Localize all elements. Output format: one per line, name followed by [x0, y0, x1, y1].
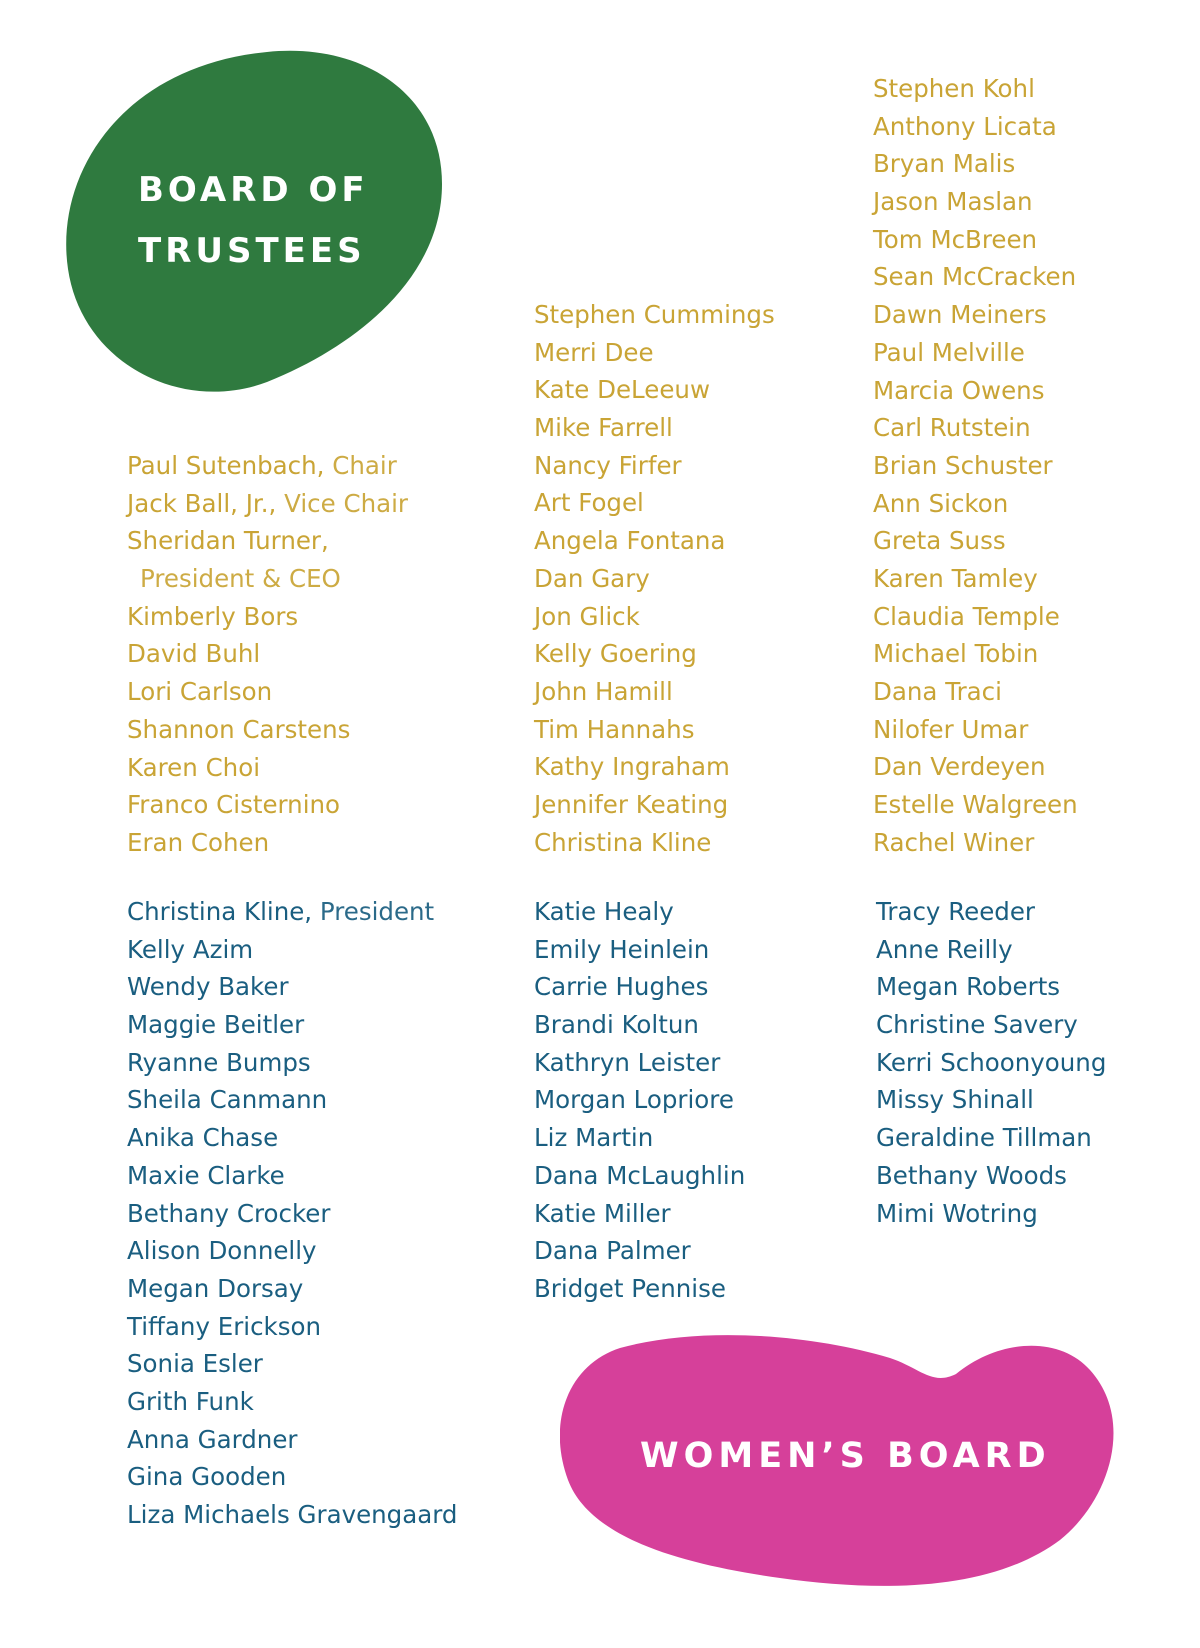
member-role: Vice Chair: [276, 488, 409, 518]
member-item: Anne Reilly: [876, 934, 1013, 964]
member-item: Stephen Cummings: [534, 300, 775, 329]
member-item: Brandi Koltun: [534, 1010, 699, 1040]
member-item: Jon Glick: [534, 601, 640, 631]
womens-column-3: [876, 893, 1106, 1232]
member-item: Dawn Meiners: [873, 300, 1047, 330]
member-item: [127, 673, 408, 711]
member-name: Franco Cisternino: [127, 790, 341, 820]
member-item: Anthony Licata: [873, 111, 1057, 141]
womens-column-2: [534, 893, 745, 1308]
member-name: Lori Carlson: [127, 677, 273, 707]
member-item: Christina Kline: [534, 827, 712, 857]
member-item: Kate DeLeeuw: [534, 375, 710, 405]
member-role: Chair: [324, 451, 397, 480]
member-name: Grith Funk: [127, 1386, 254, 1416]
member-item: Megan Roberts: [876, 972, 1061, 1002]
member-item: Estelle Walgreen: [873, 790, 1078, 820]
member-name: Tiffany Erickson: [127, 1311, 322, 1341]
member-item: Bryan Malis: [873, 149, 1016, 179]
trustees-column-1: [127, 447, 408, 862]
member-name: Christina Kline,: [127, 897, 313, 926]
trustees-column-2: [534, 296, 775, 861]
member-name: Jack Ball, Jr.,: [127, 488, 277, 518]
member-item: [127, 598, 408, 636]
member-item: Liz Martin: [534, 1123, 654, 1153]
member-name: Liza Michaels Gravengaard: [127, 1500, 458, 1529]
member-item: [127, 893, 457, 931]
member-item: [127, 1345, 457, 1383]
member-item: [127, 1270, 457, 1308]
member-item: Tom McBreen: [873, 224, 1038, 254]
member-name: Eran Cohen: [127, 827, 270, 857]
member-item: Paul Melville: [873, 337, 1025, 367]
member-item: Katie Miller: [534, 1198, 671, 1228]
member-item: Missy Shinall: [876, 1085, 1034, 1115]
member-item: Ann Sickon: [873, 488, 1009, 518]
member-item: Nilofer Umar: [873, 714, 1029, 744]
member-item: [127, 1157, 457, 1195]
member-item: [127, 786, 408, 824]
member-name: Sheridan Turner,: [127, 526, 329, 556]
trustees-blob: [62, 44, 460, 394]
member-item: Dan Verdeyen: [873, 752, 1046, 782]
trustees-column-3: [873, 70, 1078, 861]
member-item: [127, 1496, 457, 1534]
member-item: Michael Tobin: [873, 639, 1039, 669]
member-item: Bethany Woods: [876, 1160, 1067, 1190]
member-item: [127, 560, 408, 598]
member-item: Sean McCracken: [873, 262, 1077, 292]
member-item: [127, 1006, 457, 1044]
member-item: Jennifer Keating: [534, 789, 729, 819]
member-name: Wendy Baker: [127, 972, 289, 1002]
member-item: Jason Maslan: [873, 187, 1033, 217]
member-item: Nancy Firfer: [534, 450, 682, 480]
member-item: Greta Suss: [873, 526, 1006, 556]
member-item: Dana Traci: [873, 677, 1002, 706]
member-item: Dana Palmer: [534, 1236, 691, 1266]
member-item: [127, 968, 457, 1006]
member-item: Karen Tamley: [873, 563, 1038, 593]
member-item: Merri Dee: [534, 337, 654, 367]
member-name: Ryanne Bumps: [127, 1047, 311, 1077]
member-item: [127, 931, 457, 969]
member-name: Anna Gardner: [127, 1424, 298, 1454]
trustees-title-line2: TRUSTEES: [138, 231, 366, 271]
member-item: Brian Schuster: [873, 450, 1053, 480]
member-name: Maggie Beitler: [127, 1010, 305, 1040]
member-item: Morgan Lopriore: [534, 1085, 734, 1115]
member-item: [127, 1232, 457, 1270]
member-item: Christine Savery: [876, 1010, 1078, 1040]
member-item: Katie Healy: [534, 897, 674, 926]
member-item: [127, 1081, 457, 1119]
member-item: Angela Fontana: [534, 526, 726, 556]
member-name: Shannon Carstens: [127, 714, 351, 744]
member-item: Carl Rutstein: [873, 413, 1031, 443]
member-item: Tracy Reeder: [876, 897, 1035, 926]
member-item: [127, 1308, 457, 1346]
member-item: Emily Heinlein: [534, 934, 710, 964]
member-item: [127, 1421, 457, 1459]
member-name: David Buhl: [127, 639, 261, 669]
member-item: Claudia Temple: [873, 601, 1060, 631]
member-item: Mimi Wotring: [876, 1198, 1038, 1228]
member-item: Kathryn Leister: [534, 1047, 721, 1077]
member-item: [127, 635, 408, 673]
member-item: [127, 1195, 457, 1233]
member-item: Tim Hannahs: [534, 714, 695, 744]
member-item: Kelly Goering: [534, 639, 697, 669]
member-name: Kelly Azim: [127, 934, 254, 964]
member-item: Stephen Kohl: [873, 74, 1035, 103]
member-role: President: [312, 897, 435, 926]
member-item: John Hamill: [534, 676, 673, 706]
member-item: [127, 824, 408, 862]
member-name: Bethany Crocker: [127, 1198, 331, 1228]
trustees-title-line1: BOARD OF: [138, 170, 369, 210]
member-name: Karen Choi: [127, 752, 261, 782]
member-item: Rachel Winer: [873, 827, 1035, 857]
member-name: Paul Sutenbach,: [127, 451, 325, 480]
member-item: [127, 1044, 457, 1082]
member-item: [127, 1458, 457, 1496]
member-item: [127, 711, 408, 749]
member-item: Carrie Hughes: [534, 972, 709, 1002]
womens-title: WOMEN’S BOARD: [640, 1436, 1051, 1476]
member-item: Bridget Pennise: [534, 1273, 726, 1303]
member-item: [127, 485, 408, 523]
trustees-blob-shape: [66, 51, 442, 392]
member-name: Alison Donnelly: [127, 1236, 317, 1266]
member-item: Kathy Ingraham: [534, 752, 730, 782]
member-name: Gina Gooden: [127, 1462, 287, 1492]
member-item: Marcia Owens: [873, 375, 1045, 405]
womens-column-1: [127, 893, 457, 1534]
member-item: Geraldine Tillman: [876, 1123, 1092, 1153]
member-item: [127, 522, 408, 560]
member-name: Sonia Esler: [127, 1349, 263, 1379]
member-name: Megan Dorsay: [127, 1273, 304, 1303]
member-item: [127, 749, 408, 787]
member-item: Dan Gary: [534, 563, 650, 593]
member-name: Kimberly Bors: [127, 601, 299, 631]
member-name: Sheila Canmann: [127, 1085, 328, 1115]
member-item: Art Fogel: [534, 488, 644, 518]
member-item: [127, 1119, 457, 1157]
member-item: Kerri Schoonyoung: [876, 1047, 1107, 1077]
member-item: [127, 1383, 457, 1421]
member-name: Anika Chase: [127, 1123, 279, 1153]
member-name: Maxie Clarke: [127, 1160, 285, 1190]
member-item: Dana McLaughlin: [534, 1160, 746, 1190]
member-role: President & CEO: [140, 564, 341, 594]
member-item: Mike Farrell: [534, 413, 673, 443]
member-item: [127, 447, 408, 485]
